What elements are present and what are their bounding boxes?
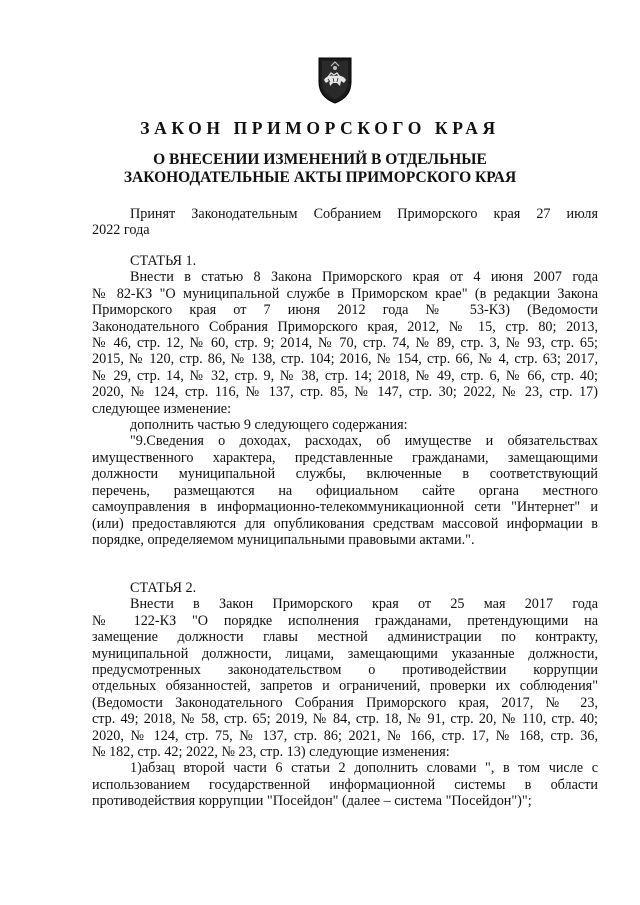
article-text-line: Внести в Закон Приморского края от 25 мая 2017 года — [130, 596, 598, 613]
law-title: ЗАКОН ПРИМОРСКОГО КРАЯ — [140, 118, 500, 138]
article-text-line: № 46, стр. 12, № 60, стр. 9; 2014, № 70, стр. 74, № 89, стр. 3, № 93, стр. 65; — [92, 335, 598, 352]
article-text-line: имущественного характера, представленные гражданами, замещающими — [92, 449, 598, 466]
article-text-line: (или) предоставляются для опубликования средствам массовой информации в — [92, 515, 598, 532]
article-2 — [92, 580, 598, 810]
article-text-line: (Ведомости Законодательного Собрания Приморского края, 2017, № 23, — [92, 694, 598, 711]
article-text-line: Внести в статью 8 Закона Приморского края от 4 июня 2007 года — [130, 269, 598, 286]
article-text-line: "9.Сведения о доходах, расходах, об имуществе и обязательствах — [130, 433, 598, 450]
article-text-line: Законодательного Собрания Приморского края, 2012, № 15, стр. 80; 2013, — [92, 318, 598, 335]
article-text-line: следующее изменение: — [92, 400, 232, 417]
article-text-line: № 82-КЗ "О муниципальной службе в Приморском крае" (в редакции Закона — [92, 285, 598, 302]
article-text-line: 1)абзац второй части 6 статьи 2 дополнить словами ", в том числе с — [130, 760, 598, 777]
article-text-line: предусмотренных законодательством о противодействии коррупции — [92, 662, 598, 679]
article-text-line: 2015, № 120, стр. 86, № 138, стр. 104; 2016, № 154, стр. 66, № 4, стр. 63; 2017, — [92, 351, 598, 368]
article-text-line: дополнить частью 9 следующего содержания: — [130, 417, 408, 434]
article-text-line: стр. 49; 2018, № 58, стр. 65; 2019, № 84, стр. 18, № 91, стр. 20, № 110, стр. 40; — [92, 711, 598, 728]
article-text-line: Приморского края от 7 июня 2012 года № 53-КЗ) (Ведомости — [92, 302, 598, 319]
adoption-note — [92, 206, 598, 239]
adoption-line: Принят Законодательным Собранием Приморского края 27 июля — [130, 206, 598, 222]
article-text-line: № 29, стр. 14, № 32, стр. 9, № 38, стр. 14; 2018, № 49, стр. 6, № 66, стр. 40; — [92, 367, 598, 384]
article-1 — [92, 253, 598, 548]
article-text-line: противодействия коррупции "Посейдон" (далее – система "Посейдон")"; — [92, 793, 532, 810]
article-heading: СТАТЬЯ 2. — [130, 580, 197, 596]
adoption-line: 2022 года — [92, 222, 150, 239]
article-text-line: порядке, определяемом муниципальными правовыми актами.". — [92, 531, 475, 548]
law-subtitle — [0, 151, 640, 187]
article-text-line: № 182, стр. 42; 2022, № 23, стр. 13) следующие изменения: — [92, 744, 450, 761]
article-text-line: должности муниципальной службы, включенные в соответствующий — [92, 466, 598, 483]
article-text-line: самоуправления в информационно-телекоммуникационной сети "Интернет" и — [92, 499, 598, 516]
subtitle-line: ЗАКОНОДАТЕЛЬНЫЕ АКТЫ ПРИМОРСКОГО КРАЯ — [123, 169, 517, 186]
article-heading: СТАТЬЯ 1. — [130, 253, 197, 269]
article-text-line: использованием государственной информационной системы в области — [92, 776, 598, 793]
article-text-line: 2020, № 124, стр. 75, № 137, стр. 86; 2021, № 166, стр. 17, № 168, стр. 36, — [92, 727, 598, 744]
article-text-line: отдельных обязанностей, запретов и ограничений, проверки их соблюдения" — [92, 678, 598, 695]
article-text-line: № 122-КЗ "О порядке исполнения гражданами, претендующими на — [92, 612, 598, 629]
subtitle-line: О ВНЕСЕНИИ ИЗМЕНЕНИЙ В ОТДЕЛЬНЫЕ — [153, 151, 487, 168]
article-text-line: 2020, № 124, стр. 116, № 137, стр. 85, № 147, стр. 30; 2022, № 23, стр. 17) — [92, 384, 598, 401]
coat-of-arms-emblem — [316, 56, 354, 104]
article-text-line: перечень, размещаются на официальном сайте органа местного — [92, 482, 598, 499]
article-text-line: замещение должности главы местной администрации по контракту, — [92, 629, 598, 646]
article-text-line: муниципальной должности, лицами, замещающими указанные должности, — [92, 645, 598, 662]
